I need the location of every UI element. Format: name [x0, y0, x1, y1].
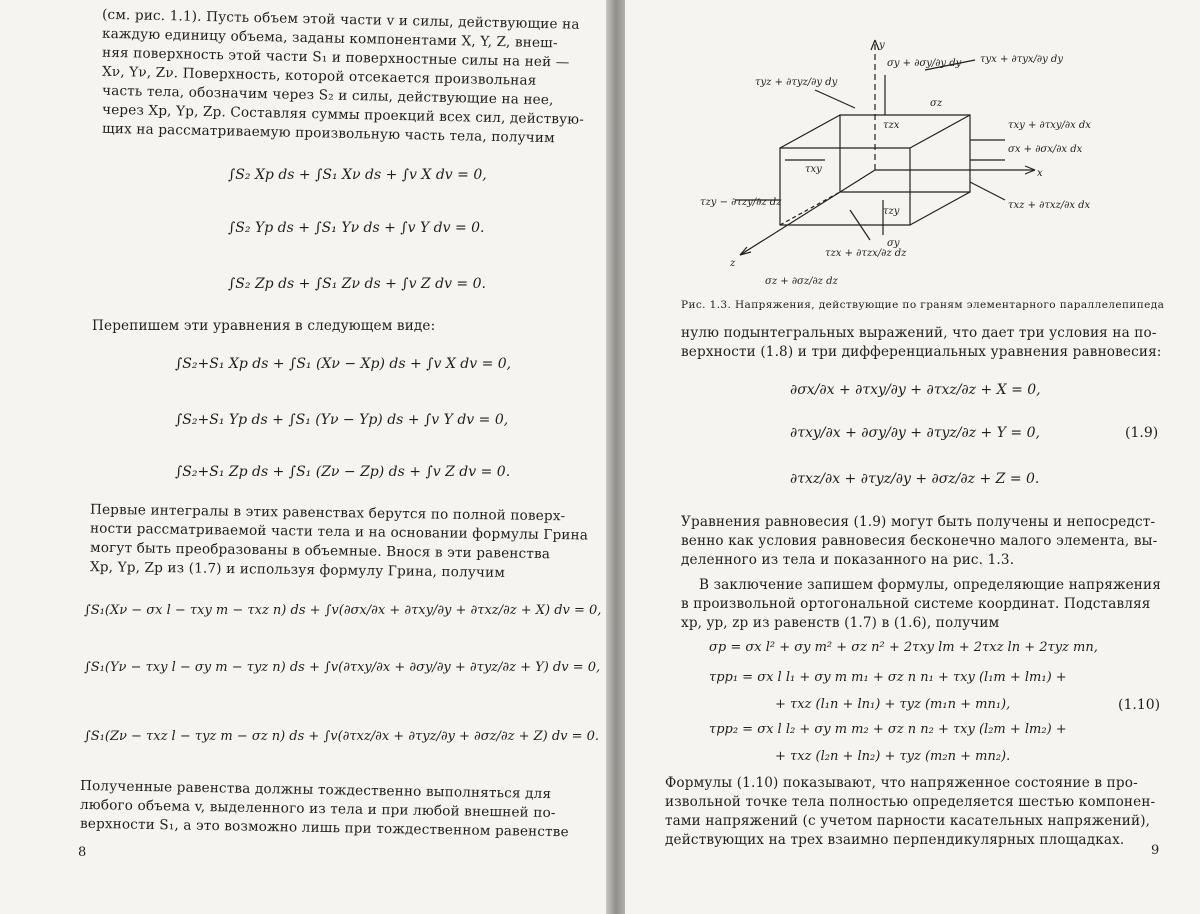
equation: ∂τxz/∂x + ∂τyz/∂y + ∂σz/∂z + Z = 0.	[790, 471, 1040, 487]
stress-parallelepiped-figure	[625, 0, 1200, 300]
equation: + τxz (l₂n + ln₂) + τyz (m₂n + mn₂).	[775, 749, 1011, 764]
stress-label: σz + ∂σz/∂z dz	[765, 276, 838, 287]
text-line: В заключение запишем формулы, определяющие напряжения	[699, 577, 1161, 593]
text-line: нулю подынтегральных выражений, что дает три условия на по-	[681, 325, 1157, 341]
stress-label: τzy − ∂τzy/∂z dz	[700, 197, 782, 208]
text-line: щих на рассматриваемую произвольную часть тела, получим	[101, 120, 555, 147]
text-line: Полученные равенства должны тождественно выполняться для	[79, 777, 552, 803]
right-page	[625, 0, 1200, 914]
page-number: 8	[78, 845, 87, 860]
text-line: Xν, Yν, Zν. Поверхность, которой отсекается произвольная	[101, 63, 537, 89]
equation-number: (1.9)	[1125, 425, 1159, 441]
stress-label: τzx	[883, 120, 900, 131]
equation: ∫S₂+S₁ Xp ds + ∫S₁ (Xν − Xp) ds + ∫v X dv = 0,	[175, 356, 512, 372]
equation: ∫S₂+S₁ Zp ds + ∫S₁ (Zν − Zp) ds + ∫v Z dv = 0.	[175, 464, 511, 480]
text-line: извольной точке тела полностью определяется шестью компонен-	[665, 794, 1156, 810]
text-line: через Xp, Yp, Zp. Составляя суммы проекций всех сил, действую-	[101, 101, 585, 128]
text-line: ности рассматриваемой части тела и на основании формулы Грина	[89, 520, 589, 544]
text-line: деленного из тела и показанного на рис. 1.3.	[681, 552, 1015, 568]
text-line: часть тела, обозначим через S₂ и силы, действующие на нее,	[101, 82, 554, 109]
stress-label: σy	[887, 238, 900, 249]
text-line: няя поверхность этой части S₁ и поверхностные силы на ней —	[101, 44, 570, 71]
axis-label: z	[730, 258, 736, 269]
equation: τpp₁ = σx l l₁ + σy m m₁ + σz n n₁ + τxy (l₁m + lm₁) +	[709, 670, 1067, 685]
equation: ∂σx/∂x + ∂τxy/∂y + ∂τxz/∂z + X = 0,	[790, 382, 1041, 398]
text-line: Перепишем эти уравнения в следующем виде:	[92, 318, 436, 334]
figure-caption: Рис. 1.3. Напряжения, действующие по граням элементарного параллелепипеда	[681, 299, 1165, 311]
text-line: верхности (1.8) и три дифференциальных уравнения равновесия:	[681, 344, 1162, 360]
text-line: действующих на трех взаимно перпендикулярных площадках.	[665, 832, 1125, 848]
axis-label: x	[1037, 168, 1043, 179]
stress-label: τxy + ∂τxy/∂x dx	[1008, 120, 1091, 131]
stress-label: τzy	[883, 206, 900, 217]
text-line: Первые интегралы в этих равенствах берутся по полной поверх-	[89, 501, 566, 525]
text-line: тами напряжений (с учетом парности касательных напряжений),	[665, 813, 1151, 829]
equation-number: (1.10)	[1118, 697, 1161, 713]
text-line: Формулы (1.10) показывают, что напряженное состояние в про-	[665, 775, 1138, 791]
page-number: 9	[1151, 843, 1160, 858]
stress-label: τxz + ∂τxz/∂x dx	[1008, 200, 1091, 211]
equation: σp = σx l² + σy m² + σz n² + 2τxy lm + 2τxz ln + 2τyz mn,	[709, 640, 1098, 655]
text-line: верхности S₁, а это возможно лишь при тождественном равенстве	[79, 815, 569, 841]
equation: ∫S₂ Yp ds + ∫S₁ Yν ds + ∫v Y dv = 0.	[228, 220, 485, 236]
text-line: венно как условия равновесия бесконечно малого элемента, вы-	[681, 533, 1158, 549]
text-line: Уравнения равновесия (1.9) могут быть получены и непосредст-	[681, 514, 1156, 530]
text-line: Xp, Yp, Zp из (1.7) и используя формулу Грина, получим	[89, 559, 506, 581]
equation: ∂τxy/∂x + ∂σy/∂y + ∂τyz/∂z + Y = 0,	[790, 425, 1040, 441]
equation: ∫S₁(Zν − τxz l − τyz m − σz n) ds + ∫v(∂τxz/∂x + ∂τyz/∂y + ∂σz/∂z + Z) dv = 0.	[84, 729, 600, 744]
text-line: (см. рис. 1.1). Пусть объем этой части v и силы, действующие на	[101, 6, 580, 33]
text-line: в произвольной ортогональной системе координат. Подставляя	[681, 596, 1151, 612]
stress-label: σx + ∂σx/∂x dx	[1008, 144, 1083, 155]
equation: ∫S₂+S₁ Yp ds + ∫S₁ (Yν − Yp) ds + ∫v Y dv = 0,	[175, 412, 509, 428]
stress-label: τyx + ∂τyx/∂y dy	[980, 54, 1063, 65]
stress-label: τxy	[805, 164, 822, 175]
equation: ∫S₂ Xp ds + ∫S₁ Xν ds + ∫v X dv = 0,	[228, 167, 487, 183]
text-line: xp, yp, zp из равенств (1.7) в (1.6), получим	[681, 615, 1000, 631]
equation: ∫S₂ Zp ds + ∫S₁ Zν ds + ∫v Z dv = 0.	[228, 276, 486, 292]
equation: τpp₂ = σx l l₂ + σy m m₂ + σz n n₂ + τxy (l₂m + lm₂) +	[709, 722, 1067, 737]
stress-label: σy + ∂σy/∂y dy	[887, 58, 962, 69]
equation: + τxz (l₁n + ln₁) + τyz (m₁n + mn₁),	[775, 697, 1011, 712]
stress-label: τzx + ∂τzx/∂z dz	[825, 248, 907, 259]
equation: ∫S₁(Xν − σx l − τxy m − τxz n) ds + ∫v(∂σx/∂x + ∂τxy/∂y + ∂τxz/∂z + X) dv = 0,	[84, 603, 602, 618]
text-line: могут быть преобразованы в объемные. Внося в эти равенства	[89, 539, 551, 563]
axis-label: y	[879, 40, 885, 51]
stress-label: σz	[930, 98, 943, 109]
equation: ∫S₁(Yν − τxy l − σy m − τyz n) ds + ∫v(∂τxy/∂x + ∂σy/∂y + ∂τyz/∂z + Y) dv = 0,	[84, 660, 601, 675]
stress-label: τyz + ∂τyz/∂y dy	[755, 77, 838, 88]
text-line: любого объема v, выделенного из тела и при любой внешней по-	[79, 796, 556, 822]
text-line: каждую единицу объема, заданы компонентами X, Y, Z, внеш-	[101, 25, 558, 52]
